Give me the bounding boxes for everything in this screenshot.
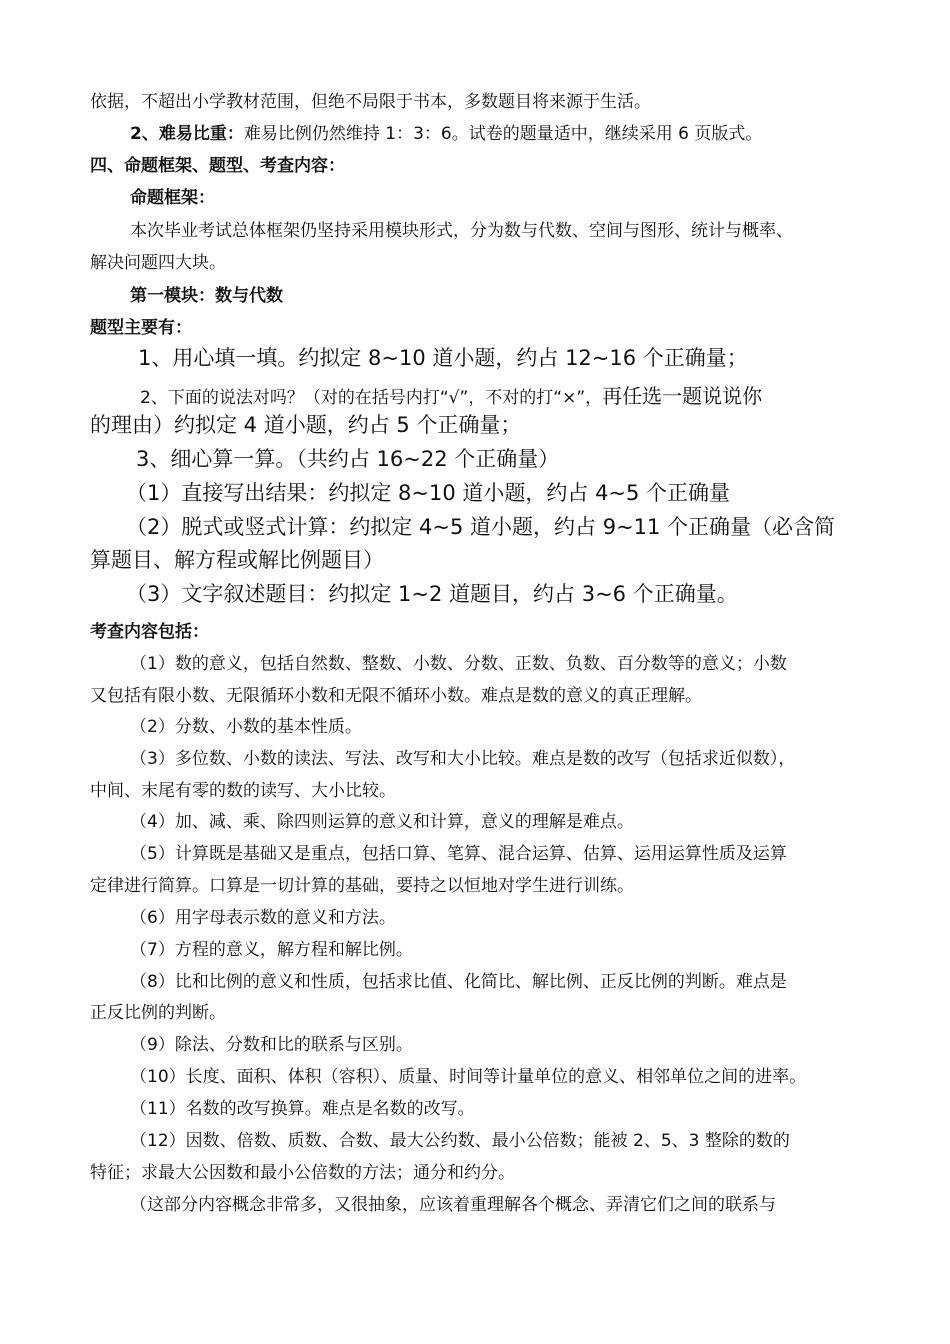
content-item: （1）数的意义，包括自然数、整数、小数、分数、正数、负数、百分数等的意义；小数 bbox=[130, 654, 787, 674]
question-type-line: 的理由）约拟定 4 道小题，约占 5 个正确量； bbox=[90, 413, 522, 437]
content-item: （5）计算既是基础又是重点，包括口算、笔算、混合运算、估算、运用运算性质及运算 bbox=[130, 844, 787, 864]
content-item: 又包括有限小数、无限循环小数和无限不循环小数。难点是数的意义的真正理解。 bbox=[90, 686, 702, 706]
question-type-text: 2、下面的说法对吗？（对的在括号内打“√”，不对的打“×”， bbox=[140, 388, 603, 408]
question-type-line: （2）脱式或竖式计算：约拟定 4~5 道小题，约占 9~11 个正确量（必含简 bbox=[126, 515, 836, 539]
module-heading: 第一模块：数与代数 bbox=[130, 286, 283, 306]
content-item: （12）因数、倍数、质数、合数、最大公约数、最小公倍数；能被 2、5、3 整除的数的 bbox=[130, 1131, 790, 1151]
text-line: 本次毕业考试总体框架仍坚持采用模块形式，分为数与代数、空间与图形、统计与概率、 bbox=[130, 221, 793, 241]
content-item: （7）方程的意义，解方程和解比例。 bbox=[130, 940, 413, 960]
text-line: 解决问题四大块。 bbox=[90, 253, 226, 273]
content-item: （11）名数的改写换算。难点是名数的改写。 bbox=[130, 1099, 475, 1119]
subheading: 题型主要有： bbox=[90, 318, 192, 338]
content-item: 定律进行简算。口算是一切计算的基础，要持之以恒地对学生进行训练。 bbox=[90, 876, 634, 896]
question-type-line: （1）直接写出结果：约拟定 8~10 道小题，约占 4~5 个正确量 bbox=[126, 481, 731, 505]
content-item: （3）多位数、小数的读法、写法、改写和大小比较。难点是数的改写（包括求近似数）， bbox=[130, 749, 796, 769]
question-type-line: 算题目、解方程或解比例题目） bbox=[90, 548, 384, 572]
difficulty-text: 难易比例仍然维持 1：3：6。试卷的题量适中，继续采用 6 页版式。 bbox=[243, 124, 763, 144]
content-item: （9）除法、分数和比的联系与区别。 bbox=[130, 1035, 413, 1055]
content-item: （这部分内容概念非常多，又很抽象，应该着重理解各个概念、弄清它们之间的联系与 bbox=[130, 1195, 776, 1215]
question-type-text-large: 再任选一题说说你 bbox=[602, 384, 763, 408]
content-item: 中间、末尾有零的数的读写、大小比较。 bbox=[90, 781, 396, 801]
content-item: （10）长度、面积、体积（容积）、质量、时间等计量单位的意义、相邻单位之间的进率。 bbox=[130, 1067, 807, 1087]
content-item: （2）分数、小数的基本性质。 bbox=[130, 717, 362, 737]
question-type-line bbox=[140, 381, 915, 411]
question-type-line: （3）文字叙述题目：约拟定 1~2 道题目，约占 3~6 个正确量。 bbox=[126, 582, 738, 606]
text-line: 依据，不超出小学教材范围，但绝不局限于书本，多数题目将来源于生活。 bbox=[90, 92, 651, 112]
section-heading: 四、命题框架、题型、考查内容： bbox=[90, 156, 345, 176]
content-item: （8）比和比例的意义和性质，包括求比值、化简比、解比例、正反比例的判断。难点是 bbox=[130, 972, 787, 992]
subheading: 考查内容包括： bbox=[90, 622, 209, 642]
content-item: （4）加、减、乘、除四则运算的意义和计算，意义的理解是难点。 bbox=[130, 812, 634, 832]
content-item: 特征；求最大公因数和最小公倍数的方法；通分和约分。 bbox=[90, 1163, 515, 1183]
subheading: 命题框架： bbox=[130, 188, 215, 208]
question-type-line: 3、细心算一算。（共约占 16~22 个正确量） bbox=[136, 447, 560, 471]
question-type-line: 1、用心填一填。约拟定 8~10 道小题，约占 12~16 个正确量； bbox=[138, 346, 748, 370]
content-item: （6）用字母表示数的意义和方法。 bbox=[130, 908, 396, 928]
text-line bbox=[130, 121, 865, 147]
content-item: 正反比例的判断。 bbox=[90, 1003, 226, 1023]
difficulty-label: 2、难易比重： bbox=[130, 124, 244, 144]
